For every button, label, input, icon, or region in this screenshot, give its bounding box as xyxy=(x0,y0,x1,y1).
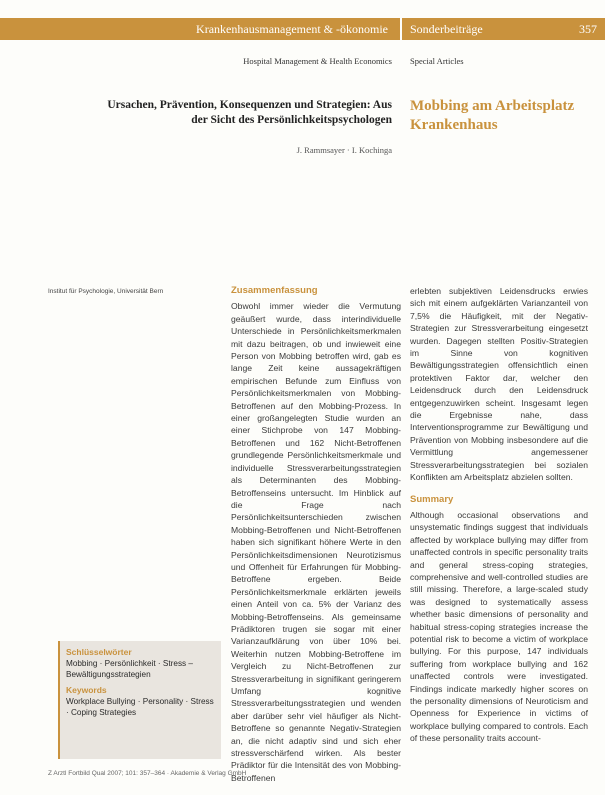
abstract-text-1: Obwohl immer wieder die Vermutung geäußert wurde, dass interindividuelle Unterschiede in Persönlichkeitsmerkmalen mit dazu beitragen, ob und inwieweit eine Person von Mobbing betroffen wird, gab es lange Zeit keine aussagekräftigen empirischen Befunde zum Einfluss von Persönlichkeitsmerkmalen von Mobbing-Betroffenen auf den Mobbing-Prozess. In einer großangelegten Studie wurden an einer Stichprobe von 147 Mobbing-Betroffenen und 162 Nicht-Betroffenen grundlegende Persönlichkeitsmerkmale und individuelle Stressverarbeitungsstrategien als Determinanten des Mobbing-Betroffenseins untersucht. Im Hinblick auf die Frage nach Persönlichkeitsunterschieden zwischen Mobbing-Betroffenen und Nicht-Betroffenen haben sich signifikant höhere Werte in den Persönlichkeitsdimensionen Neurotizismus und Offenheit für Erfahrungen für Mobbing-Betroffene ergeben. Beide Persönlichkeitsmerkmale erklärten jeweils einen Anteil von ca. 5% der Varianz des Mobbing-Betroffenseins. Als gemeinsame Prädiktoren trugen sie sogar mit einer Varianzaufklärung von über 10% bei. Weiterhin nutzen Mobbing-Betroffene im Vergleich zu Nicht-Betroffenen zur Stressverarbeitung in signifikant geringerem Umfang kognitive Stressverarbeitungsstrategien und wenden aber darüber sehr viel häufiger als Nicht-Betroffene so genannte Negativ-Strategien an, die nicht adaptiv sind und sich eher stressverschärfend wirken. Als bester Prädiktor für die Intensität des von Mobbing-Betroffenen xyxy=(231,301,401,783)
footer-citation: Z Arztl Fortbild Qual 2007; 101: 357–364 · Akademie & Verlag GmbH xyxy=(48,770,247,777)
abstract-heading: Zusammenfassung xyxy=(231,285,318,296)
summary-text: Although occasional observations and unsystematic findings suggest that individuals affected by workplace bullying may differ from unaffected controls in specific personality traits and general stress-coping strategies, comprehensive and well-controlled studies are still missing. Therefore, a large-scaled study was designed to systematically assess whether basic dimensions of personality and habitual stress-coping strategies increase the potential risk to become a victim of workplace bullying. For this purpose, 147 individuals suffering from workplace bullying and 162 unaffected controls were investigated. Findings indicate markedly higher scores on the personality dimensions of Neuroticism and Openness for Experience in victims of workplace bullying compared to controls. Each of these personality traits account- xyxy=(410,509,588,744)
keywords-en-heading: Keywords xyxy=(66,685,107,695)
keywords-box xyxy=(58,641,221,759)
subsection-label-special: Special Articles xyxy=(410,56,464,66)
header-band-left xyxy=(0,18,400,40)
abstract-column-2 xyxy=(410,285,588,745)
section-label-special: Sonderbeiträge xyxy=(410,21,483,36)
article-title: Mobbing am Arbeitsplatz Krankenhaus xyxy=(410,98,575,133)
article-subtitle: Ursachen, Prävention, Konsequenzen und Strategien: Aus der Sicht des Persönlichkeitspsychologen xyxy=(107,99,392,126)
abstract-column-1 xyxy=(231,285,401,784)
subsection-label: Hospital Management & Health Economics xyxy=(243,56,392,66)
header-band-right xyxy=(402,18,605,40)
section-label: Krankenhausmanagement & -ökonomie xyxy=(196,21,388,36)
authors: J. Rammsayer · I. Kochinga xyxy=(296,145,392,155)
affiliation: Institut für Psychologie, Universität Bern xyxy=(48,288,164,295)
summary-heading: Summary xyxy=(410,493,454,505)
page-number: 357 xyxy=(579,21,597,36)
keywords-de-heading: Schlüsselwörter xyxy=(66,647,132,657)
keywords-en-terms: Workplace Bullying · Personality · Stress · Coping Strategies xyxy=(66,697,214,717)
keywords-de-terms: Mobbing · Persönlichkeit · Stress – Bewältigungsstrategien xyxy=(66,659,193,679)
abstract-text-2: erlebten subjektiven Leidensdrucks erwies sich mit einem aufgeklärten Varianzanteil von 7,5% die Häufigkeit, mit der Negativ-Strategien zur Stressverarbeitung eingesetzt wurden. Dagegen stellten Positiv-Strategien im Sinne von kognitiven Bewältigungsstrategien offensichtlich einen protektiven Faktor dar, welcher den Leidensdruck durch den Leidensdruck entgegenzuwirken scheint. Insgesamt legen die Ergebnisse nahe, dass Interventionsprogramme zur Bewältigung und Prävention von Mobbing insbesondere auf die Vermittlung angemessener Stressverarbeitungsstrategien bei sozialen Konflikten am Arbeitsplatz abzielen sollten. xyxy=(410,286,588,483)
